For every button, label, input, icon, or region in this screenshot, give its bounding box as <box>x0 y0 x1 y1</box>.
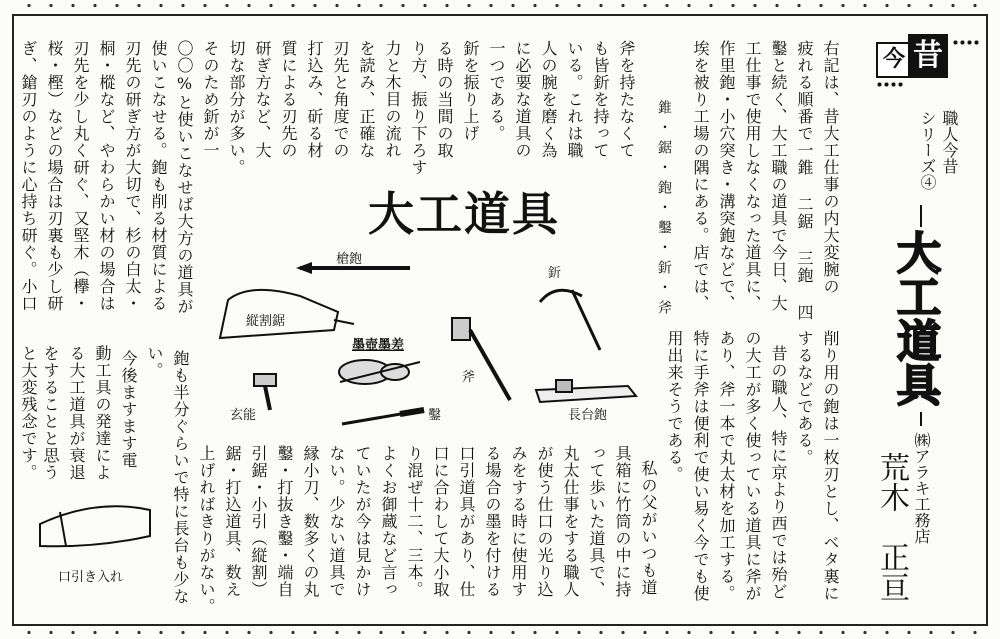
label-tatebikinoko: 縦割鋸 <box>246 314 286 329</box>
article-col: る大工道具が衰退 <box>67 345 86 481</box>
headline: 大工道具 <box>368 187 560 241</box>
label-sumitsubo: 墨壺墨差 <box>352 338 405 353</box>
article-col: 桐・樅など、やわらかい材の場合は <box>97 40 116 312</box>
article-col: に必要な道具の <box>513 40 532 159</box>
article-col: 刃先の研ぎ方が大切で、杉の白太・ <box>123 40 142 312</box>
article-col: をすることと思う <box>41 345 60 481</box>
article-col: も皆釿を持って <box>591 40 610 159</box>
label-chouna: 釿 <box>548 266 562 281</box>
article-col: り混ぜ十二、三本。 <box>405 445 424 598</box>
article-col: ぎ、鎗刃のように心持ち研ぐ。小口 <box>19 40 38 312</box>
feature-title: 大工道具 <box>889 230 940 406</box>
article-col: 力と木目の流れ <box>383 40 402 159</box>
article-col: 鋸・打込道具、数え <box>223 445 242 598</box>
article-col: そのため釿が一 <box>201 40 220 159</box>
article-col: と大変残念です。 <box>19 345 38 481</box>
article-col: 今後ますます電 <box>119 350 138 469</box>
article-col: 使いこなせる。鉋も削る材質による <box>149 40 168 312</box>
article-col: 切な部分が多い。 <box>227 40 246 176</box>
article-col: の大工が多く使っている道具に斧が <box>743 330 762 602</box>
article-col: 縁小刀、数多くの丸 <box>301 445 320 598</box>
label-yariganna: 槍鉋 <box>336 252 363 267</box>
article-col: って歩いた道具で、 <box>587 445 606 598</box>
article-col: するなどである。 <box>795 330 814 466</box>
article-col: 上げればきりがない。 <box>197 445 216 615</box>
article-col: 刃先と角度での <box>331 40 350 159</box>
article-col: あり、斧一本で丸太材を加工する。 <box>717 330 736 602</box>
article-col: 昔の職人、特に京より西では殆ど <box>769 345 788 600</box>
article-col: 工仕事で使用しなくなった道具に、 <box>743 40 762 312</box>
series-kon: 今 <box>876 42 912 78</box>
article-col: 刃先を少し丸く研ぐ、又堅木（欅・ <box>71 40 90 312</box>
label-genno: 玄能 <box>230 408 257 423</box>
article-col: いる。これは職 <box>565 40 584 159</box>
article-col: 口に合わして大小取 <box>431 445 450 598</box>
article-col: 丸太仕事をする職人 <box>561 445 580 598</box>
article-col: 一つである。 <box>487 40 506 142</box>
article-col: 引鋸・小引（縦割） <box>249 445 268 598</box>
article-col: る時の当間の取 <box>435 40 454 159</box>
label-nomi: 鑿 <box>428 408 442 423</box>
label-kuchibiki: 口引き入れ <box>58 570 124 585</box>
article-col: 私の父がいつも道 <box>639 460 658 596</box>
article-col: みをする時に使用す <box>509 445 528 598</box>
author-company: ㈱アラキ工務店 <box>912 432 931 544</box>
article-col: ない。少ない道具で <box>327 445 346 598</box>
kuchibiki-drawing <box>40 506 150 546</box>
label-ono: 斧 <box>462 370 476 385</box>
article-col: 作里鉋・小穴突き・溝突鉋などで、 <box>717 40 736 312</box>
article-col: 人の腕を磨く為 <box>539 40 558 159</box>
article-col: る場合の墨を付ける <box>483 445 502 598</box>
tool-list: 錐・鋸・鉋・鑿・釿・斧 <box>656 100 672 320</box>
article-col: 具箱に竹筒の中に持 <box>613 445 632 598</box>
article-col: 釿を振り上げ <box>461 40 480 142</box>
series-subtitle: 職人今昔 シリーズ④ <box>918 110 959 190</box>
article-col: 研ぎ方など、大 <box>253 40 272 159</box>
article-col: 用出来そうである。 <box>665 330 684 483</box>
article-col: よくお御蔵など言っ <box>379 445 398 598</box>
article-col: 口引道具があり、仕 <box>457 445 476 598</box>
article-col: 鑿と続く、大工職の道具で今日、大 <box>769 40 788 312</box>
article-col: 右記は、昔大工仕事の内大変腕の <box>821 40 840 295</box>
article-col: 鑿・打抜き鑿・端自 <box>275 445 294 598</box>
article-col: 打込み、斫る材 <box>305 40 324 159</box>
article-col: 削り用の鉋は一枚刃とし、ベタ裏に <box>821 330 840 602</box>
article-col: 疲れる順番で一錐 二鋸 三鉋 四 <box>795 40 814 321</box>
label-nagadaiganna: 長台鉋 <box>568 408 608 423</box>
article-col: 〇〇%と使いこなせば大方の道具が <box>175 40 194 315</box>
article-col: 特に手斧は便利で使い易く今でも使 <box>691 330 710 602</box>
article-col: 桜・樫）などの場合は刃裏も少し研 <box>45 40 64 312</box>
article-col: 鉋も半分ぐらいで特に長台も少な <box>171 350 190 605</box>
series-mukashi: 昔 <box>908 34 948 78</box>
article-col: 斧を持たなくて <box>617 40 636 159</box>
article-col: が使う仕口の光り込 <box>535 445 554 598</box>
article-col: 動工具の発達によ <box>93 345 112 481</box>
author-name: 荒木 正亘 <box>874 452 909 602</box>
article-col: い。 <box>145 345 164 379</box>
article-col: 埃を被り工場の隅にある。店では、 <box>691 40 710 312</box>
article-col: ていたが今は見かけ <box>353 445 372 598</box>
article-col: 質による刃先の <box>279 40 298 159</box>
article-col: を読み、正確な <box>357 40 376 159</box>
article-col: り方、振り下ろす <box>409 40 428 176</box>
